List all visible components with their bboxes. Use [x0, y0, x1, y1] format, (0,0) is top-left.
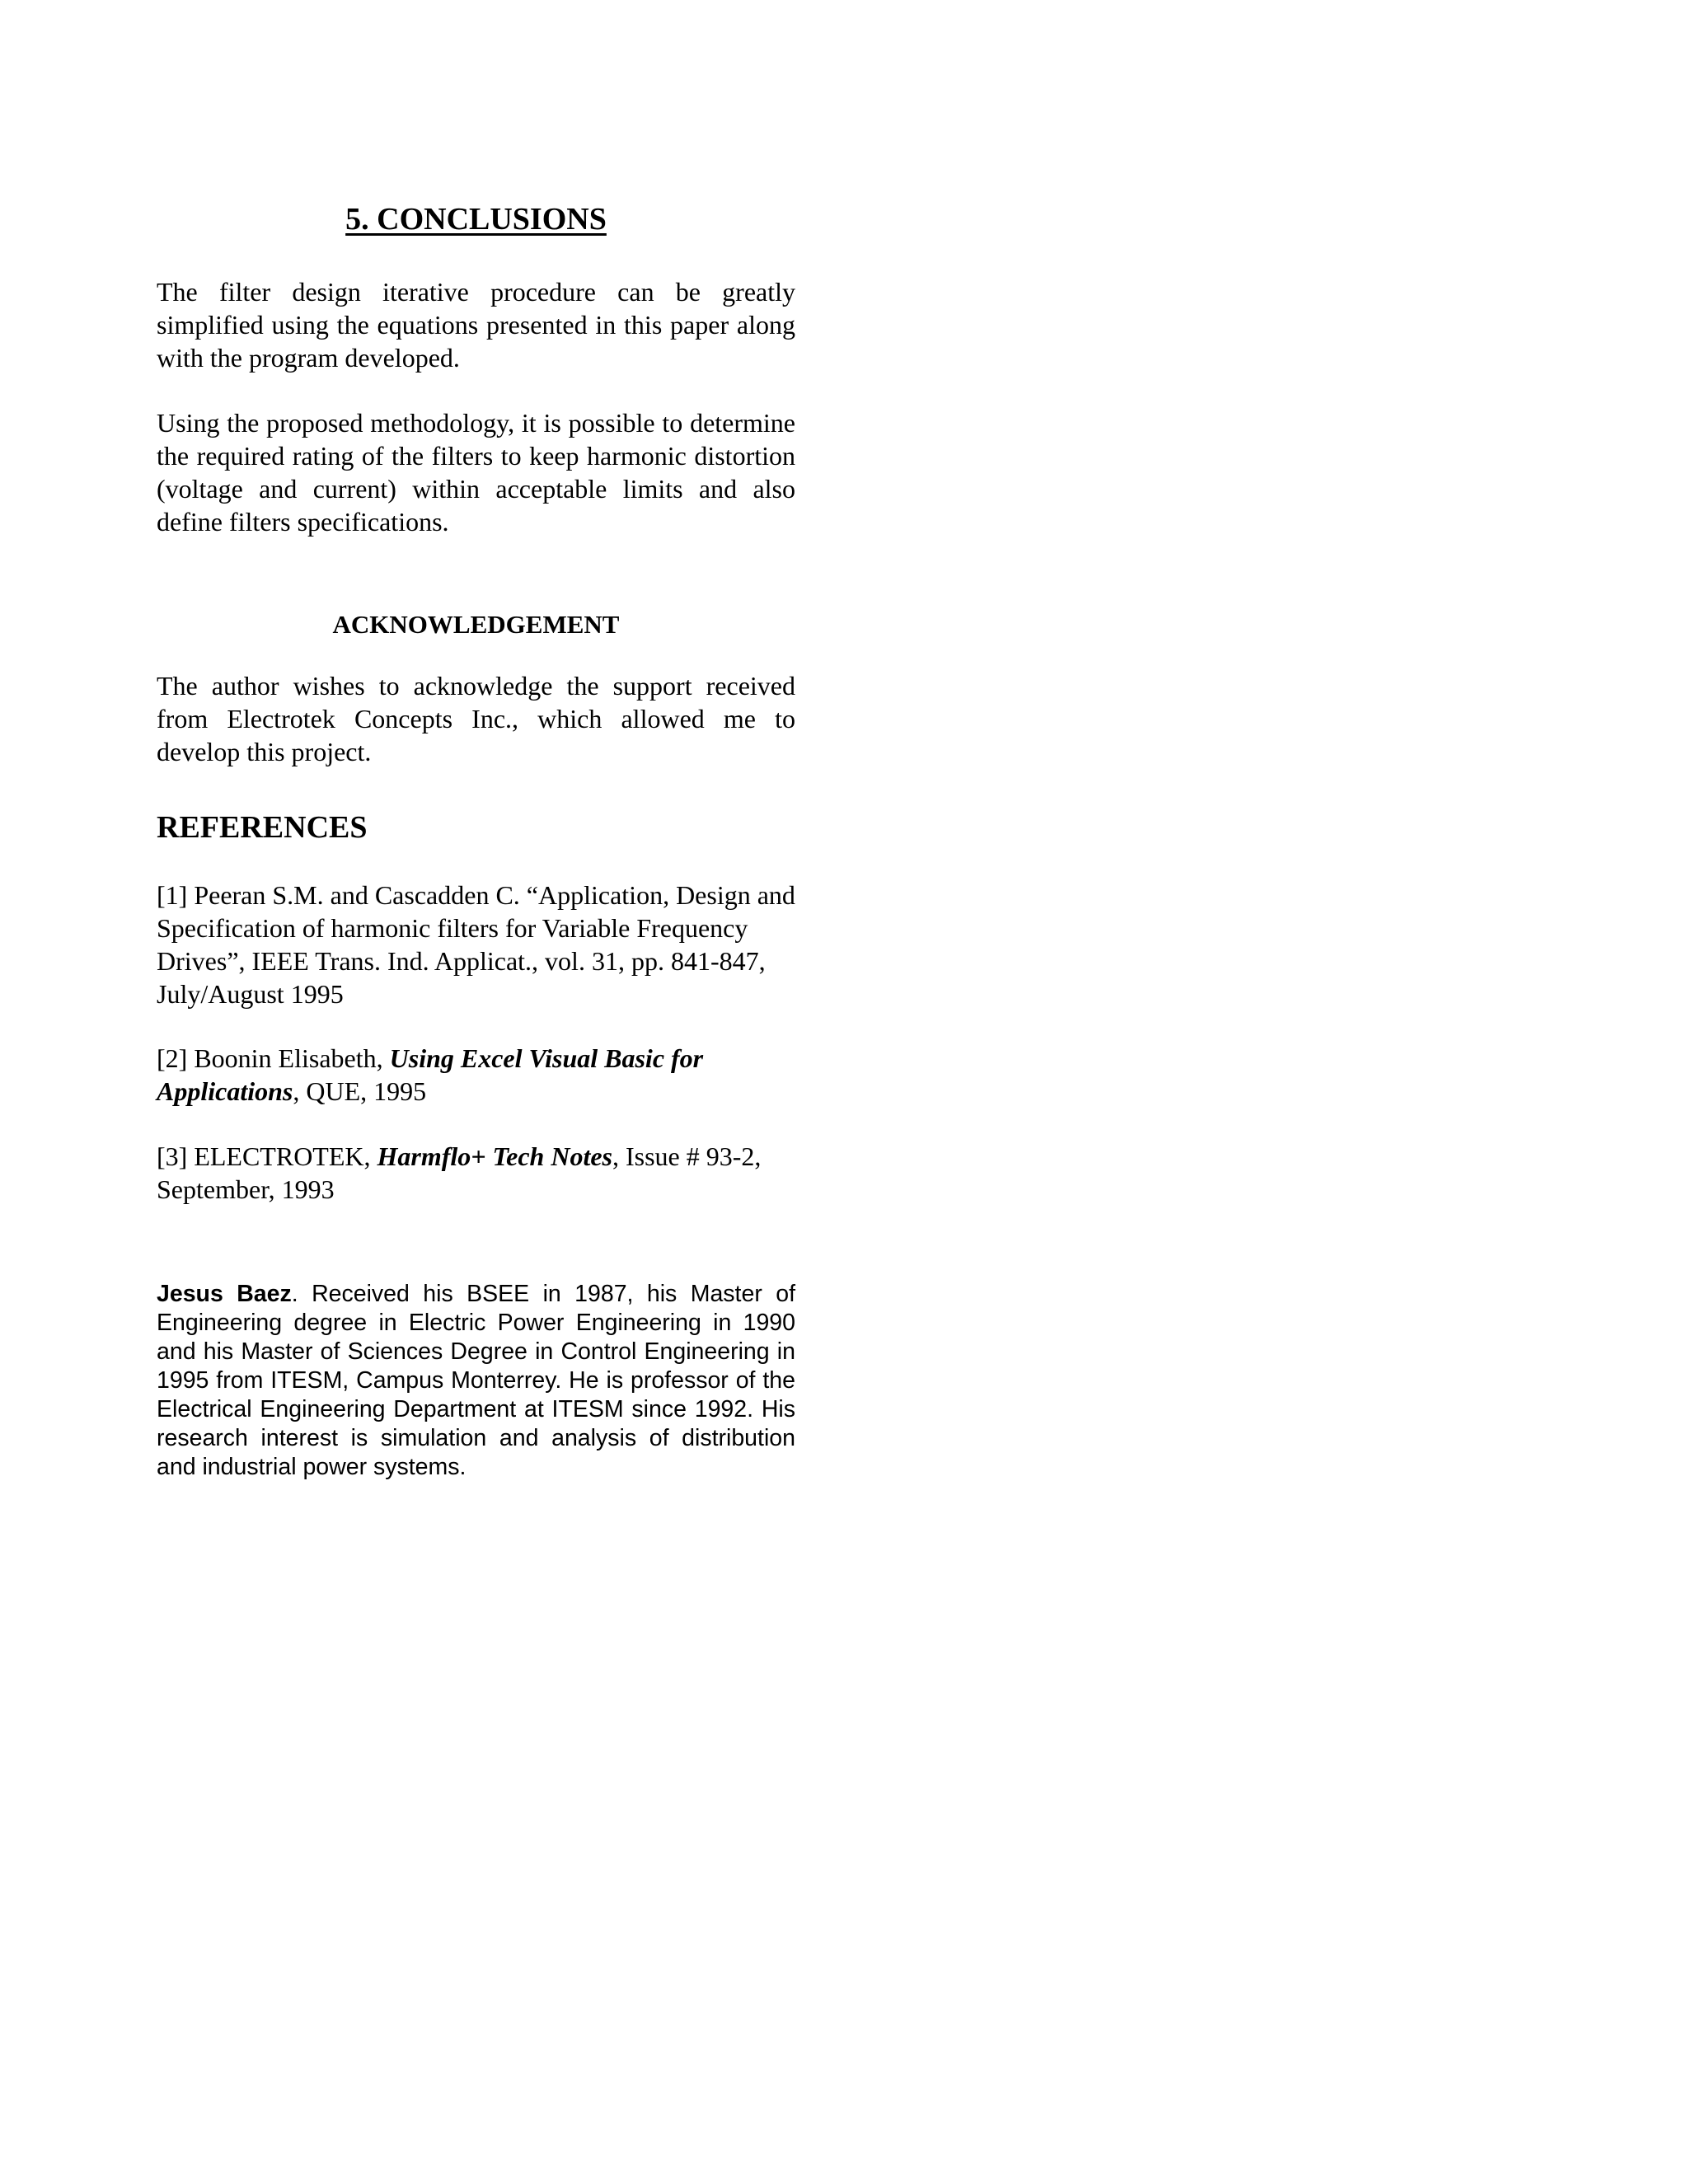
reference-1: [1] Peeran S.M. and Cascadden C. “Application, Design and Specification of harmonic filters for Variable Frequency Drives”, IEEE Trans. Ind. Applicat., vol. 31, pp. 841-847, July/August 1995: [157, 880, 795, 1009]
conclusions-heading: [157, 201, 795, 237]
reference-3-prefix: [3] ELECTROTEK,: [157, 1141, 377, 1171]
reference-2-title: Using Excel Visual Basic for Applications: [157, 1043, 704, 1106]
conclusions-paragraph-1: The filter design iterative procedure can be greatly simplified using the equations presented in this paper along with the program developed.: [157, 277, 795, 373]
conclusions-title: 5. CONCLUSIONS: [345, 202, 607, 237]
reference-3-suffix: , Issue # 93-2, September, 1993: [157, 1141, 762, 1204]
acknowledgement-paragraph: The author wishes to acknowledge the support received from Electrotek Concepts Inc., which allowed me to develop this project.: [157, 671, 795, 766]
reference-2-prefix: [2] Boonin Elisabeth,: [157, 1043, 390, 1073]
acknowledgement-heading: ACKNOWLEDGEMENT: [332, 610, 620, 639]
reference-2-suffix: , QUE, 1995: [293, 1076, 427, 1106]
reference-2: [157, 1042, 795, 1108]
conclusions-paragraph-2: Using the proposed methodology, it is possible to determine the required rating of the filters to keep harmonic distortion (voltage and current) within acceptable limits and also define filters specifications.: [157, 408, 795, 537]
author-biography: [157, 1280, 795, 1482]
reference-3: [157, 1140, 795, 1206]
reference-3-title: Harmflo+ Tech Notes: [377, 1141, 612, 1171]
references-heading: REFERENCES: [157, 810, 368, 845]
author-biography-text: . Received his BSEE in 1987, his Master of Engineering degree in Electric Power Engineering in 1990 and his Master of Sciences Degree in Control Engineering in 1995 from ITESM, Campus Monterrey. He is professor of the Electrical Engineering Department at ITESM since 1992. His research interest is simulation and analysis of distribution and industrial power systems.: [157, 1281, 795, 1480]
author-name: Jesus Baez: [157, 1281, 292, 1307]
